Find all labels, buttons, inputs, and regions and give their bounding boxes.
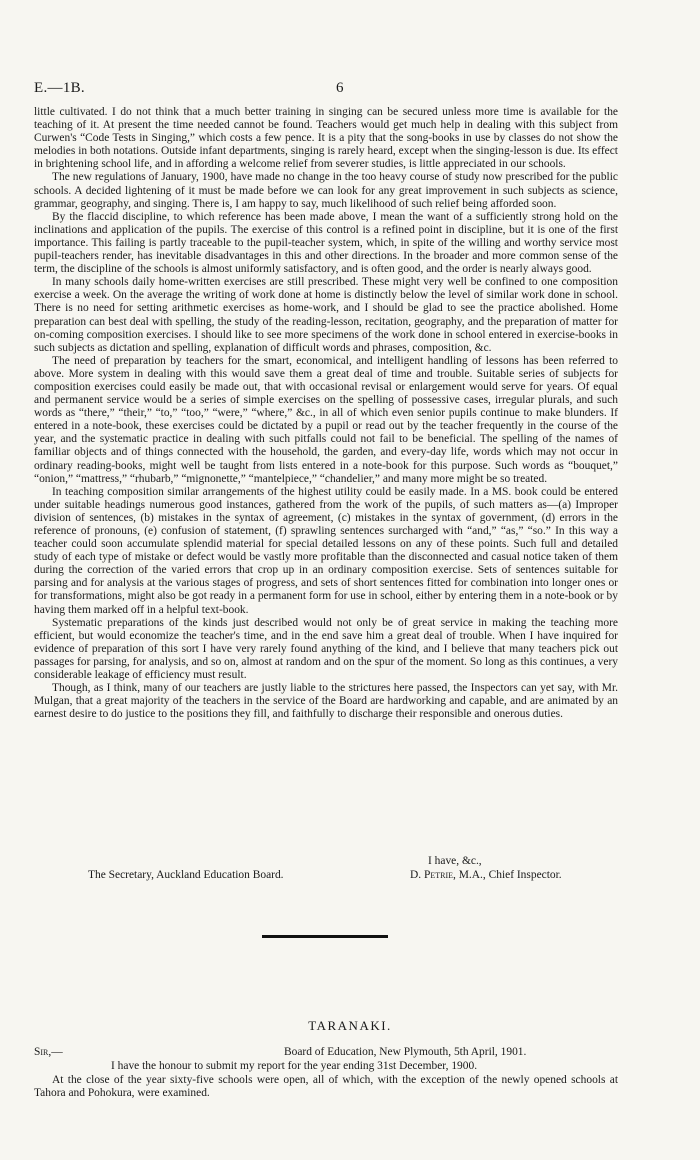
paragraph-composition: In teaching composition similar arrangements of the highest utility could be easily made. In a MS. book could be entered under suitable headings numerous good instances, gathered from the work of the pupils, of such matters as—(a) Improper division of sentences, (b) mistakes in the syntax of agreement, (c) mistakes in the syntax of government, (d) errors in the reference of pronouns, (e) confusion of statement, (f) sprawling sentences surcharged with “and,” “as,” “so.” In this way a teacher could soon accumulate splendid material for special detailed lessons on any of these points. Such full and detailed study of each type of mistake or defect would be vastly more profitable than the disconnected and casual notice taken of them during the correction of the varied errors that crop up in an ordinary composition exercise. Sets of sentences suitable for parsing and for analysis at the various stages of progress, and sets of short sentences fitted for combination into longer ones or for transformations, might also be got ready in a permanent form for use in school, either by entering them in a note-book or by having them marked off in a helpful text-book. — [34, 485, 618, 616]
address-date: Board of Education, New Plymouth, 5th April, 1901. — [284, 1046, 527, 1058]
page-number: 6 — [336, 80, 344, 96]
paragraph-regulations: The new regulations of January, 1900, have made no change in the too heavy course of study now prescribed for the public schools. A decided lightening of it must be made before we can look for any great improvement in such subjects as science, grammar, geography, and singing. There is, I am happy to say, much likelihood of such relief being afforded soon. — [34, 171, 618, 210]
section-heading: TARANAKI. — [308, 1018, 392, 1033]
salutation: Sir,— — [34, 1046, 63, 1058]
report-code: E.—1B. — [34, 80, 85, 96]
report-schools-paragraph: At the close of the year sixty-five schools were open, all of which, with the exception of the newly opened schools at Tahora and Pohokura, were examined. — [34, 1074, 618, 1100]
paragraph-systematic: Systematic preparations of the kinds just described would not only be of great service in making the teaching more efficient, but would economize the teacher's time, and in the end save him a great deal of trouble. When I have inquired for evidence of preparation of this sort I have very rarely found anything of the kind, and I believe that many teachers pick out passages for parsing, for analysis, and so on, almost at random and on the spur of the moment. So long as this continues, a very considerable leakage of efficiency must result. — [34, 616, 618, 682]
section-divider — [262, 935, 388, 938]
closing-line: I have, &c., — [428, 855, 482, 867]
addressee: The Secretary, Auckland Education Board. — [88, 869, 284, 881]
inspector-surname: Petrie — [423, 869, 454, 881]
inspector-initial: D. — [410, 869, 424, 881]
inspector-signature — [410, 869, 562, 881]
paragraph-singing: little cultivated. I do not think that a much better training in singing can be secured unless more time is available for the teaching of it. At present the time needed cannot be found. Teachers would get much help in dealing with this subject from Curwen's “Code Tests in Singing,” which costs a few pence. It is a pity that the song-books in use by classes do not show the melodies in both notations. Outside infant departments, singing is rarely heard, except when the singing-lesson is due. Its effect in brightening school life, and in affording a welcome relief from severer studies, is little appreciated in our schools. — [34, 106, 618, 171]
paragraph-home-exercises: In many schools daily home-written exercises are still prescribed. These might very well be confined to one composition exercise a week. On the average the writing of work done at home is distinctly below the level of similar work done in school. There is no need for setting arithmetic exercises as home-work, and I should be glad to see the practice abolished. Home preparation can best deal with spelling, the study of the reading-lesson, recitation, geography, and the preparation of matter for on-coming composition exercises. I should like to see more specimens of the work done in school entered in exercise-books in such subjects as dictation and spelling, explanation of difficult words and phrases, composition, &c. — [34, 276, 618, 354]
paragraph-conclusion: Though, as I think, many of our teachers are justly liable to the strictures here passed, the Inspectors can yet say, with Mr. Mulgan, that a great majority of the teachers in the service of the Board are hardworking and capable, and are animated by an earnest desire to do justice to the positions they fill, and faithfully to discharge their responsible and onerous duties. — [34, 682, 618, 721]
paragraph-preparation: The need of preparation by teachers for the smart, economical, and intelligent handling of lessons has been referred to above. More system in dealing with this would save them a great deal of time and trouble. Suitable series of subjects for composition exercises could easily be made out, that with occasional revisal or enlargement would serve for years. Of equal and permanent service would be a series of simple exercises on the spelling of possessive cases, irregular plurals, and such words as “there,” “their,” “to,” “too,” “were,” “where,” &c., in all of which even senior pupils continue to make blunders. If entered in a note-book, these exercises could be dictated by a pupil or read out by the teacher frequently in the course of the year, and the systematic practice in dealing with such pitfalls could not fail to be beneficial. The spelling of the names of familiar objects and of things connected with the household, the garden, and every-day life, words which may not occur in ordinary reading-books, might well be taught from lists entered in a note-book for this purpose. Such words as “bouquet,” “onion,” “mattress,” “rhubarb,” “mignonette,” “mantelpiece,” “chandelier,” and many more might be so treated. — [34, 354, 618, 485]
paragraph-discipline: By the flaccid discipline, to which reference has been made above, I mean the want of a sufficiently strong hold on the inclinations and application of the pupils. The exercise of this control is a refined point in discipline, but it is one of the first importance. This failing is partly traceable to the pupil-teacher system, which, in spite of the willing and worthy service most pupil-teachers render, has inevitable disadvantages in this and other directions. In the broader and more common sense of the term, the discipline of the schools is almost uniformly satisfactory, and is often good, and the order is nearly always good. — [34, 210, 618, 276]
report-body — [34, 106, 618, 721]
inspector-title: , M.A., Chief Inspector. — [453, 869, 562, 881]
report-intro-line: I have the honour to submit my report for the year ending 31st December, 1900. — [111, 1060, 478, 1072]
